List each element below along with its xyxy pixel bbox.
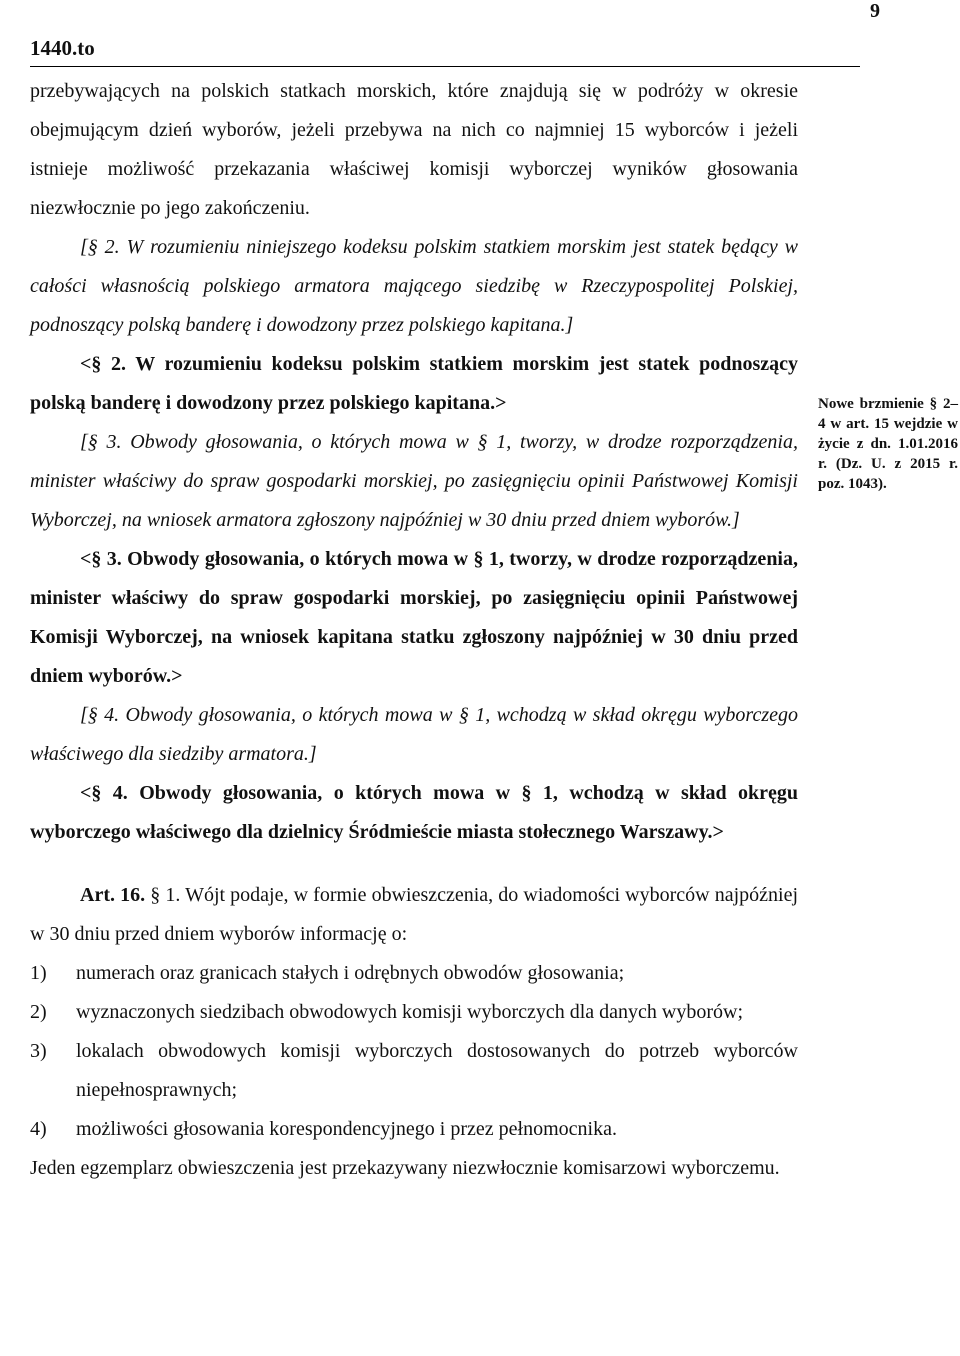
header-divider (30, 66, 860, 67)
side-note: Nowe brzmienie § 2–4 w art. 15 wejdzie w życie z dn. 1.01.2016 r. (Dz. U. z 2015 r. poz. 1043). (818, 396, 958, 492)
main-text (30, 72, 798, 1188)
paragraph-2-new: <§ 2. W rozumieniu kodeksu polskim statkiem morskim jest statek podnoszący polską banderę i dowodzony przez polskiego kapitana.> (30, 353, 798, 414)
paragraph-intro: przebywających na polskich statkach morskich, które znajdują się w podróży w okresie obejmującym dzień wyborów, jeżeli przebywa na nich co najmniej 15 wyborców i jeżeli istnieje możliwość przekazania właściwej komisji wyborczej wyników głosowania niezwłocznie po jego zakończeniu. (30, 80, 798, 219)
article-closing: Jeden egzemplarz obwieszczenia jest przekazywany niezwłocznie komisarzowi wyborczemu. (30, 1157, 780, 1179)
list-item (30, 954, 798, 993)
list-item-number: 4) (30, 1118, 47, 1140)
paragraph-3-new: <§ 3. Obwody głosowania, o których mowa w § 1, tworzy, w drodze rozporządzenia, minister właściwy do spraw gospodarki morskiej, po zasięgnięciu opinii Państwowej Komisji Wyborczej, na wniosek kapitana statku zgłoszony najpóźniej w 30 dniu przed dniem wyborów.> (30, 548, 798, 687)
list-item-text: możliwości głosowania korespondencyjnego i przez pełnomocnika. (76, 1118, 617, 1140)
article-16-intro (30, 876, 798, 954)
list-item-number: 1) (30, 962, 47, 984)
article-intro-text: § 1. Wójt podaje, w formie obwieszczenia, do wiadomości wyborców najpóźniej w 30 dniu przed dniem wyborów informację o: (30, 884, 799, 945)
list-item-number: 2) (30, 1001, 47, 1023)
list-item-text: numerach oraz granicach stałych i odrębnych obwodów głosowania; (76, 962, 625, 984)
list-item-number: 3) (30, 1040, 47, 1062)
paragraph-2-old: [§ 2. W rozumieniu niniejszego kodeksu polskim statkiem morskim jest statek będący w całości własnością polskiego armatora mającego siedzibę w Rzeczypospolitej Polskiej, podnoszący polską banderę i dowodzony przez polskiego kapitana.] (30, 236, 798, 336)
list-item (30, 993, 798, 1032)
document-id: 1440.to (30, 36, 95, 60)
list-item (30, 1110, 798, 1149)
paragraph-4-new: <§ 4. Obwody głosowania, o których mowa w § 1, wchodzą w skład okręgu wyborczego właściwego dla dzielnicy Śródmieście miasta stołecznego Warszawy.> (30, 782, 798, 843)
list-item-text: lokalach obwodowych komisji wyborczych dostosowanych do potrzeb wyborców niepełnosprawnych; (76, 1040, 798, 1101)
list-item (30, 1032, 798, 1110)
paragraph-3-old: [§ 3. Obwody głosowania, o których mowa w § 1, tworzy, w drodze rozporządzenia, minister właściwy do spraw gospodarki morskiej, po zasięgnięciu opinii Państwowej Komisji Wyborczej, na wniosek armatora zgłoszony najpóźniej w 30 dniu przed dniem wyborów.] (30, 431, 798, 531)
page-number: 9 (870, 0, 880, 22)
list-item-text: wyznaczonych siedzibach obwodowych komisji wyborczych dla danych wyborów; (76, 1001, 744, 1023)
article-label: Art. 16. (80, 884, 146, 906)
paragraph-4-old: [§ 4. Obwody głosowania, o których mowa w § 1, wchodzą w skład okręgu wyborczego właściwego dla siedziby armatora.] (30, 704, 798, 765)
